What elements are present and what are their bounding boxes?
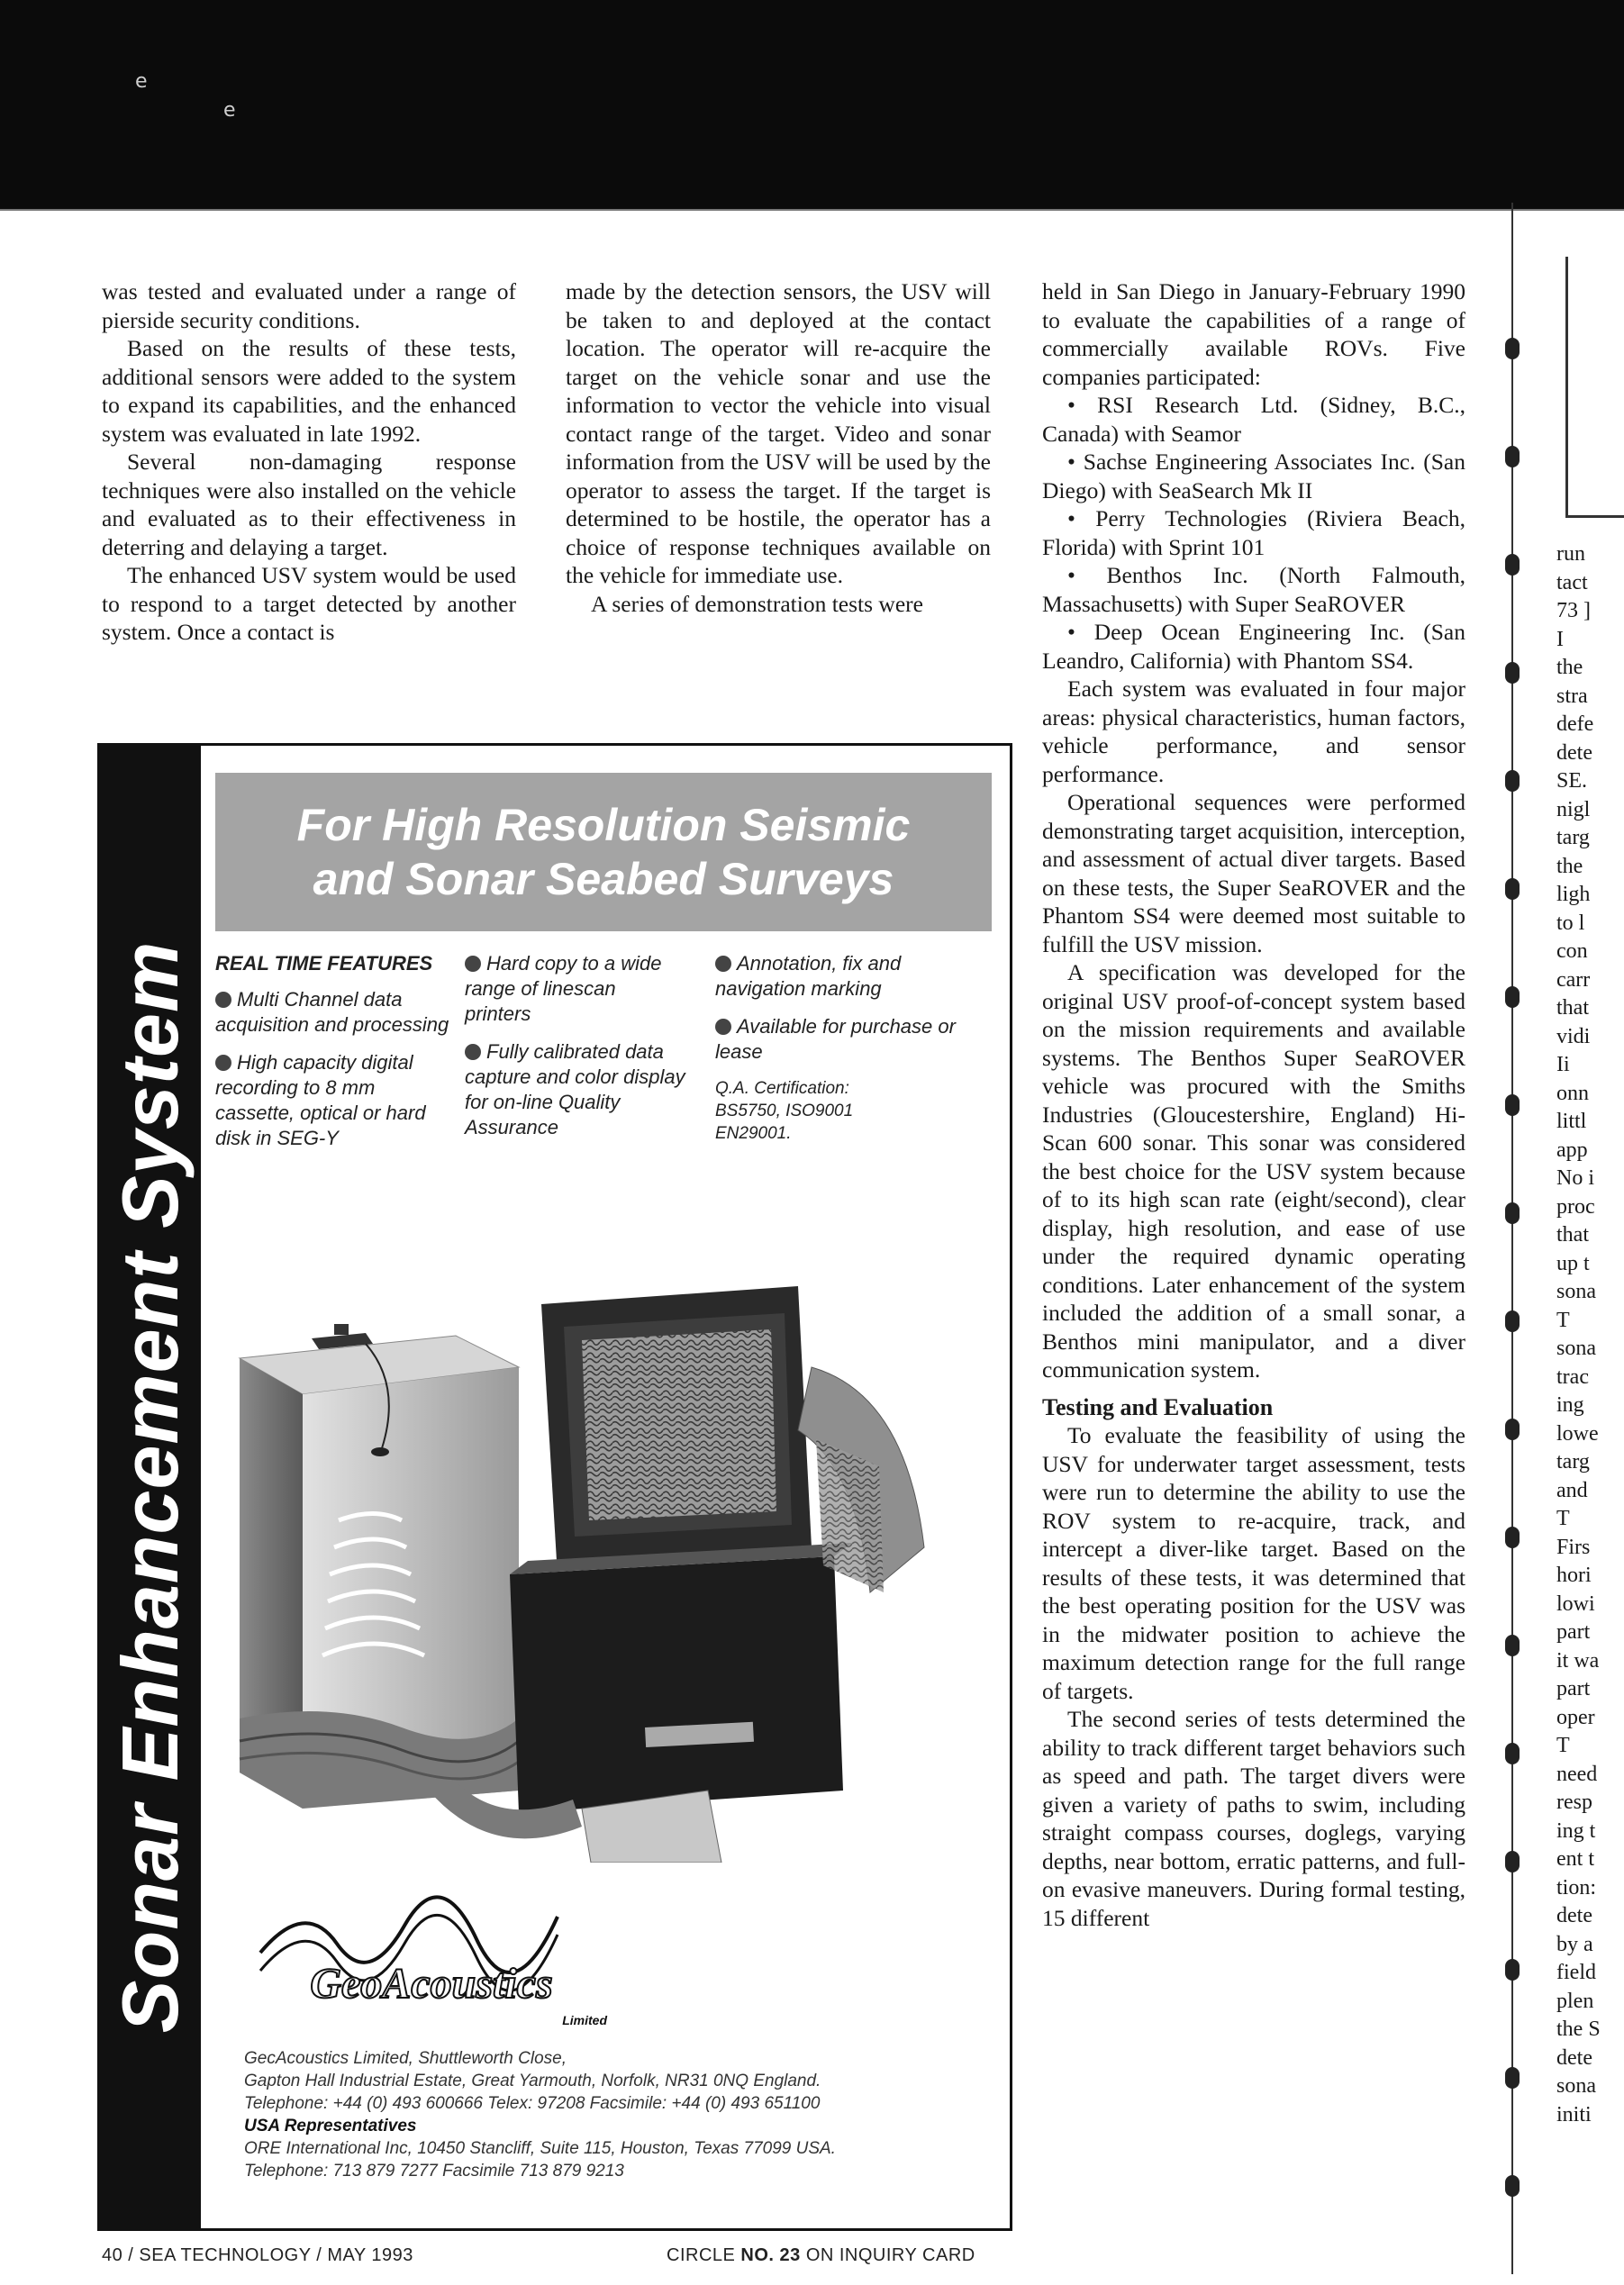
paragraph: The second series of tests determined the ability to track different target behaviors such as speed and path. The target divers were given a variety of paths to swim, including straight compass courses, doglegs, varying depths, near bottom, erratic patterns, and full-on evasive maneuvers. During formal testing, 15 different xyxy=(1042,1706,1465,1931)
ad-headline-line: For High Resolution Seismic xyxy=(296,800,911,850)
ad-side-strip xyxy=(100,746,201,2228)
contact-line: Gapton Hall Industrial Estate, Great Yarmouth, Norfolk, NR31 0NQ England. xyxy=(244,2072,821,2090)
column-fragment-line: T xyxy=(1556,1507,1570,1530)
contact-line: ORE International Inc, 10450 Stancliff, Suite 115, Houston, Texas 77099 USA. xyxy=(244,2139,836,2158)
paragraph: The enhanced USV system would be used to respond to a target detected by another system. Once a contact is xyxy=(102,562,516,645)
column-fragment-line: targ xyxy=(1556,826,1590,849)
column-fragment-line: vidi xyxy=(1556,1024,1591,1048)
column-fragment-line: oper xyxy=(1556,1705,1595,1729)
column-fragment-line: that xyxy=(1556,996,1589,1020)
page-footer-folio: 40 / SEA TECHNOLOGY / MAY 1993 xyxy=(102,2245,413,2265)
article-column-2 xyxy=(566,277,991,618)
binding-hole xyxy=(1505,1094,1520,1116)
header-mark: e xyxy=(135,70,148,93)
column-fragment-line: field xyxy=(1556,1961,1596,1984)
column-fragment-line: sona xyxy=(1556,1280,1596,1303)
bullet-icon xyxy=(465,956,481,972)
feature-group-2 xyxy=(465,951,685,1140)
column-fragment-line: I xyxy=(1556,627,1564,651)
feature-text: Fully calibrated data capture and color display for on-line Quality Assurance xyxy=(465,1040,685,1138)
column-fragment-line: littl xyxy=(1556,1110,1587,1133)
article-column-3 xyxy=(1042,277,1465,1932)
paragraph: Several non-damaging response techniques were also installed on the vehicle and evaluated as to their effectiveness in deterring and delaying a target. xyxy=(102,449,516,560)
column-fragment-line: by a xyxy=(1556,1932,1593,1956)
usa-heading: USA Representatives xyxy=(244,2117,417,2135)
column-fragment-line: tact xyxy=(1556,570,1588,594)
column-fragment-line: need xyxy=(1556,1762,1598,1786)
binding-hole xyxy=(1505,1959,1520,1981)
binding-hole xyxy=(1505,1310,1520,1332)
column-fragment-line: dete xyxy=(1556,740,1592,765)
column-fragment-line: the xyxy=(1556,656,1583,679)
column-fragment-line: run xyxy=(1556,542,1585,566)
binding-hole xyxy=(1505,2175,1520,2197)
binding-hole xyxy=(1505,1202,1520,1224)
column-fragment-line: app xyxy=(1556,1138,1588,1162)
column-fragment-line: lowe xyxy=(1556,1421,1599,1446)
qa-certification xyxy=(715,1077,967,1145)
contact-line: Telephone: +44 (0) 493 600666 Telex: 97208 Facsimile: +44 (0) 493 651100 xyxy=(244,2094,821,2113)
column-fragment-line: T xyxy=(1556,1308,1570,1332)
company-list xyxy=(1042,391,1465,675)
binding-hole xyxy=(1505,1527,1520,1548)
article-column-4-fragment xyxy=(1556,540,1624,2129)
logo-subtext: Limited xyxy=(562,2013,607,2027)
paragraph: A series of demonstration tests were xyxy=(591,590,923,617)
feature-text: Multi Channel data acquisition and processing xyxy=(215,988,449,1036)
qa-line: BS5750, ISO9001 xyxy=(715,1102,854,1120)
bullet-icon xyxy=(215,1055,231,1071)
binding-hole xyxy=(1505,554,1520,576)
feature-item xyxy=(715,1014,967,1065)
ad-headline-line: and Sonar Seabed Surveys xyxy=(313,854,894,904)
column-fragment-line: dete xyxy=(1556,2045,1592,2070)
binding-hole xyxy=(1505,1851,1520,1872)
ad-banner xyxy=(215,773,992,931)
paragraph: was tested and evaluated under a range of pierside security conditions. xyxy=(102,278,516,333)
column-fragment-line: Firs xyxy=(1556,1535,1591,1559)
list-item: • Benthos Inc. (North Falmouth, Massachusetts) with Super SeaROVER xyxy=(1042,561,1465,618)
binding-hole xyxy=(1505,662,1520,684)
binding-hole xyxy=(1505,2067,1520,2089)
sidebar-box-edge xyxy=(1565,257,1568,518)
qa-line: Q.A. Certification: xyxy=(715,1079,849,1098)
column-fragment-line: lowi xyxy=(1556,1591,1595,1616)
column-fragment-line: the S xyxy=(1556,2018,1601,2041)
column-fragment-line: proc xyxy=(1556,1194,1595,1219)
binding-hole xyxy=(1505,1743,1520,1764)
column-fragment-line: Ii xyxy=(1556,1053,1570,1076)
column-fragment-line: onn xyxy=(1556,1081,1589,1105)
column-fragment-line: dete xyxy=(1556,1904,1592,1927)
paragraph: To evaluate the feasibility of using the USV for underwater target assessment, tests were run to determine the ability to use the ROV system to re-acquire, track, and intercept a diver-like target. Based on the results of these tests, it was determined that the best operating position for the USV was in the midwater position to achieve the maximum detection range for the full range of targets. xyxy=(1042,1422,1465,1704)
inquiry-card-note xyxy=(667,2245,975,2266)
feature-item xyxy=(215,1050,454,1151)
binding-hole xyxy=(1505,770,1520,792)
column-fragment-line: 73 ] xyxy=(1556,599,1591,622)
column-fragment-line: defe xyxy=(1556,712,1594,736)
paragraph: Based on the results of these tests, additional sensors were added to the system to expand its capabilities, and the enhanced system was evaluated in late 1992. xyxy=(102,335,516,447)
column-fragment-line: up t xyxy=(1556,1251,1590,1275)
paragraph: made by the detection sensors, the USV will be taken to and deployed at the contact location. The operator will re-acquire the target on the vehicle sonar and use the information to vector the vehicle into visual contact range of the target. Video and sonar information from the USV will be used by the operator to assess the target. If the target is determined to be hostile, the operator has a choice of response techniques available on the vehicle for immediate use. xyxy=(566,278,991,588)
features-heading: REAL TIME FEATURES xyxy=(215,952,433,975)
paragraph: Each system was evaluated in four major areas: physical characteristics, human factors, vehicle performance, and sensor performance. xyxy=(1042,676,1465,787)
column-fragment-line: trac xyxy=(1556,1365,1589,1389)
feature-item xyxy=(465,1039,685,1140)
column-fragment-line: con xyxy=(1556,939,1588,963)
page-binding xyxy=(1502,203,1522,2274)
qa-line: EN29001. xyxy=(715,1124,792,1143)
column-fragment-line: ent t xyxy=(1556,1847,1594,1871)
header-rule xyxy=(0,209,1624,211)
column-fragment-line: ing xyxy=(1556,1393,1584,1417)
paragraph: held in San Diego in January-February 1990 to evaluate the capabilities of a range of commercially available ROVs. Five companies participated: xyxy=(1042,278,1465,390)
binding-hole xyxy=(1505,1419,1520,1440)
column-fragment-line: No i xyxy=(1556,1166,1594,1190)
paragraph: Operational sequences were performed demonstrating target acquisition, interception, and assessment of actual diver targets. Based on these tests, the Super SeaROVER and the Phantom SS4 were deemed most suitable to fulfill the USV mission. xyxy=(1042,789,1465,957)
advertisement xyxy=(97,743,1012,2231)
paragraph: A specification was developed for the original USV proof-of-concept system based on the mission requirements and available systems. The Benthos Super SeaROVER vehicle was procured with the Smiths Industries (Gloucestershire, England) Hi-Scan 600 sonar. This sonar was considered the best choice for the USV system because of to its high scan rate (eight/second), clear display, high resolution, and ease of use under the required dynamic operating conditions. Later enhancement of the system included the addition of a small sonar, a Benthos mini manipulator, and a diver communication system. xyxy=(1042,959,1465,1383)
feature-text: Hard copy to a wide range of linescan printers xyxy=(465,952,662,1025)
contact-line: GecAcoustics Limited, Shuttleworth Close, xyxy=(244,2049,567,2068)
binding-hole xyxy=(1505,878,1520,900)
feature-text: High capacity digital recording to 8 mm cassette, optical or hard disk in SEG-Y xyxy=(215,1051,426,1149)
list-item: • Deep Ocean Engineering Inc. (San Leandro, California) with Phantom SS4. xyxy=(1042,618,1465,675)
header-band xyxy=(0,0,1624,209)
ad-contact-info xyxy=(244,2047,983,2182)
list-item: • Sachse Engineering Associates Inc. (San Diego) with SeaSearch Mk II xyxy=(1042,448,1465,504)
ad-side-title: Sonar Enhancement System xyxy=(105,940,195,2034)
column-fragment-line: it wa xyxy=(1556,1648,1600,1673)
column-fragment-line: T xyxy=(1556,1734,1570,1757)
bullet-icon xyxy=(715,1019,731,1035)
column-fragment-line: tion: xyxy=(1556,1875,1597,1900)
column-fragment-line: that xyxy=(1556,1223,1589,1247)
column-fragment-line: sona xyxy=(1556,2074,1596,2098)
column-fragment-line: targ xyxy=(1556,1450,1590,1473)
column-fragment-line: stra xyxy=(1556,684,1588,708)
column-fragment-line: carr xyxy=(1556,967,1591,992)
feature-group-1 xyxy=(215,951,454,1151)
feature-text: Annotation, fix and navigation marking xyxy=(715,952,902,1000)
binding-hole xyxy=(1505,338,1520,359)
binding-hole xyxy=(1505,986,1520,1008)
list-item: • Perry Technologies (Riviera Beach, Florida) with Sprint 101 xyxy=(1042,504,1465,561)
bullet-icon xyxy=(465,1044,481,1060)
sonar-system-illustration xyxy=(222,1250,996,1863)
column-fragment-line: resp xyxy=(1556,1791,1592,1814)
feature-group-3 xyxy=(715,951,967,1145)
inquiry-number: NO. 23 xyxy=(740,2245,801,2265)
column-fragment-line: part xyxy=(1556,1620,1591,1644)
sidebar-box-edge xyxy=(1565,515,1624,518)
column-fragment-line: SE. xyxy=(1556,769,1588,793)
column-fragment-line: plen xyxy=(1556,1989,1594,2013)
list-item: • RSI Research Ltd. (Sidney, B.C., Canada) with Seamor xyxy=(1042,391,1465,448)
article-column-1 xyxy=(102,277,516,647)
column-fragment-line: sona xyxy=(1556,1337,1596,1360)
column-fragment-line: to l xyxy=(1556,911,1585,935)
header-mark: e xyxy=(223,99,236,122)
geoacoustics-logo xyxy=(251,1890,630,2034)
feature-item xyxy=(715,951,967,1002)
inquiry-prefix: CIRCLE xyxy=(667,2245,741,2265)
feature-item xyxy=(465,951,685,1027)
column-fragment-line: nigl xyxy=(1556,797,1591,821)
column-fragment-line: ligh xyxy=(1556,883,1591,906)
feature-text: Available for purchase or lease xyxy=(715,1015,956,1063)
column-fragment-line: and xyxy=(1556,1478,1588,1502)
column-fragment-line: initi xyxy=(1556,2102,1592,2126)
inquiry-suffix: ON INQUIRY CARD xyxy=(800,2245,975,2265)
section-heading: Testing and Evaluation xyxy=(1042,1393,1274,1420)
binding-hole xyxy=(1505,1635,1520,1656)
feature-item xyxy=(215,987,454,1038)
bullet-icon xyxy=(715,956,731,972)
column-fragment-line: hori xyxy=(1556,1564,1592,1587)
binding-hole xyxy=(1505,446,1520,467)
column-fragment-line: ing t xyxy=(1556,1818,1596,1843)
column-fragment-line: the xyxy=(1556,854,1583,878)
contact-line: Telephone: 713 879 7277 Facsimile 713 879 9213 xyxy=(244,2162,624,2181)
logo-wordmark: GeoAcoustics xyxy=(310,1960,553,2008)
column-fragment-line: part xyxy=(1556,1677,1591,1700)
bullet-icon xyxy=(215,992,231,1008)
